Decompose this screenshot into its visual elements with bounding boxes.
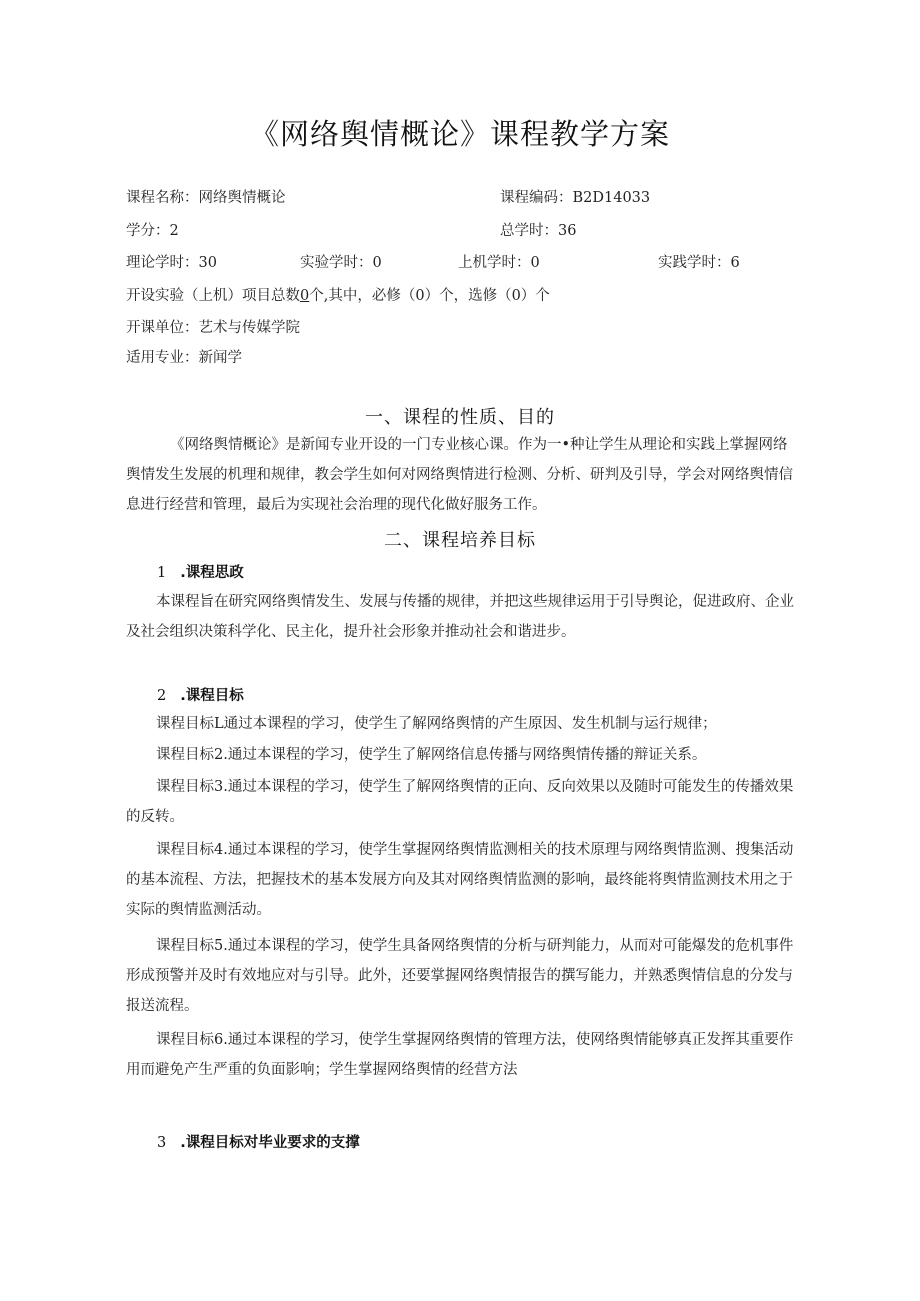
sub2-title: .课程目标 — [180, 688, 244, 704]
goal-3: 课程目标3.通过本课程的学习，使学生了解网络舆情的正向、反向效果以及随时可能发生的传播效果的反转。 — [126, 779, 794, 825]
goal-4: 课程目标4.通过本课程的学习，使学生掌握网络舆情监测相关的技术原理与网络舆情监测、搜集活动的基本流程、方法，把握技术的基本发展方向及其对网络舆情监测的影响，最终能将舆情监测技术用之于实际的舆情监测活动。 — [126, 842, 794, 918]
computer-hours: 上机学时：0 — [458, 255, 540, 271]
experiments-prefix: 开设实验（上机）项目总数 — [126, 288, 300, 304]
sub3-title: .课程目标对毕业要求的支撑 — [180, 1135, 360, 1151]
document-title: 《网络舆情概论》课程教学方案 — [249, 117, 670, 151]
sub1-heading — [157, 561, 244, 582]
department: 开课单位：艺术与传媒学院 — [126, 320, 300, 336]
sub2-num: 2 — [157, 688, 167, 704]
credits: 学分：2 — [126, 223, 179, 239]
goal-6: 课程目标6.通过本课程的学习，使学生掌握网络舆情的管理方法，使网络舆情能够真正发挥其重要作用而避免产生严重的负面影响；学生掌握网络舆情的经营方法 — [126, 1032, 794, 1078]
major: 适用专业：新闻学 — [126, 350, 242, 366]
course-name: 课程名称：网络舆情概论 — [126, 190, 286, 206]
theory-hours: 理论学时：30 — [126, 255, 217, 271]
experiments-line — [126, 284, 550, 305]
sub2-heading — [157, 684, 244, 705]
goal-2: 课程目标2.通过本课程的学习，使学生了解网络信息传播与网络舆情传播的辩证关系。 — [156, 747, 707, 763]
experiments-suffix: 个,其中，必修（0）个，选修（0）个 — [309, 288, 550, 304]
section2-heading: 二、课程培养目标 — [384, 530, 536, 551]
course-code: 课程编码：B2D14033 — [500, 190, 651, 206]
section1-heading: 一、课程的性质、目的 — [365, 407, 555, 428]
section1-body: 《网络舆情概论》是新闻专业开设的一门专业核心课。作为一•种让学生从理论和实践上掌握网络舆情发生发展的机理和规律，教会学生如何对网络舆情进行检测、分析、研判及引导，学会对网络舆情信息进行经营和管理，最后为实现社会治理的现代化做好服务工作。 — [126, 437, 793, 513]
goal-1: 课程目标L通过本课程的学习，使学生了解网络舆情的产生原因、发生机制与运行规律； — [156, 716, 717, 732]
practice-hours: 实践学时：6 — [658, 255, 740, 271]
sub3-heading — [157, 1131, 360, 1152]
lab-hours: 实验学时：0 — [300, 255, 382, 271]
sub1-body: 本课程旨在研究网络舆情发生、发展与传播的规律，并把这些规律运用于引导舆论，促进政府、企业及社会组织决策科学化、民主化，提升社会形象并推动社会和谐进步。 — [126, 594, 794, 640]
experiments-count: 0 — [300, 288, 310, 304]
total-hours: 总学时：36 — [500, 223, 577, 239]
sub3-num: 3 — [157, 1135, 167, 1151]
sub1-title: .课程思政 — [180, 565, 244, 581]
goal-5: 课程目标5.通过本课程的学习，使学生具备网络舆情的分析与研判能力，从而对可能爆发的危机事件形成预警并及时有效地应对与引导。此外，还要掌握网络舆情报告的撰写能力，并熟悉舆情信息的分发与报送流程。 — [126, 938, 794, 1014]
sub1-num: 1 — [157, 565, 167, 581]
